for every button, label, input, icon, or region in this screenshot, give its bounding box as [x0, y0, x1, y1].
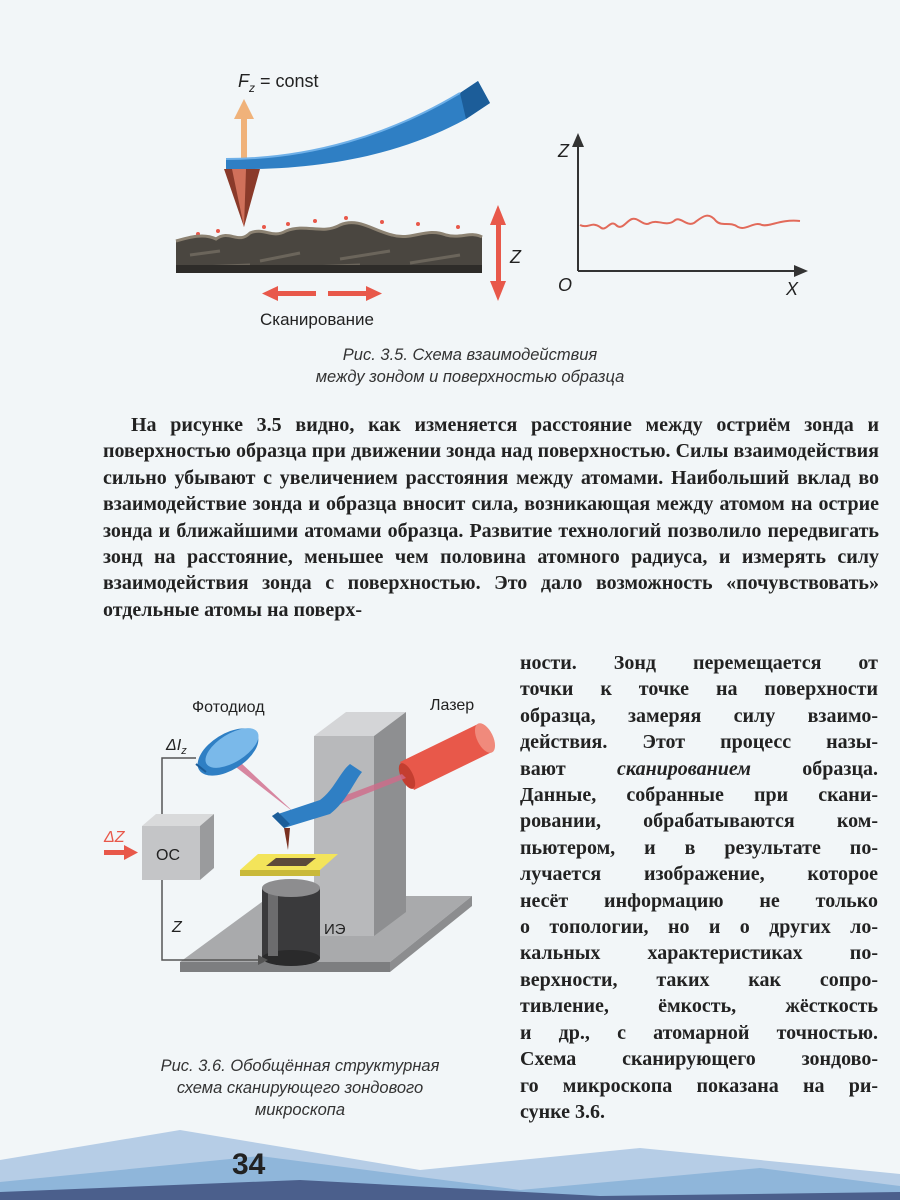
text-line [520, 756, 878, 782]
text-line: действия. Этот процесс назы- [520, 731, 878, 754]
delta-i-label: $\Delta I_z$ [166, 737, 187, 757]
laser-label: Лазер [430, 697, 475, 714]
emphasis-term: сканированием [617, 757, 751, 780]
scanning-label: Сканирование [260, 310, 374, 329]
delta-z-label: ΔZ [104, 829, 125, 846]
photodiode [190, 719, 267, 786]
page-footer [0, 1130, 900, 1200]
column [314, 712, 406, 936]
text-line: образца, замеряя силу взаимо- [520, 704, 878, 727]
text-fragment: образца. [750, 757, 878, 780]
delta-z-arrow [104, 845, 138, 860]
caption-line: Рис. 3.5. Схема взаимодействия [342, 346, 598, 364]
figure-3-5 [160, 55, 820, 355]
text-line: и др., с атомарной точностью. [520, 1021, 878, 1044]
z-label: Z [510, 247, 521, 267]
scanning-arrows [262, 286, 382, 301]
profile-line [580, 216, 800, 229]
caption-line: схема сканирующего зондового [176, 1079, 424, 1097]
figure-3-6 [100, 690, 510, 990]
text-line: верхности, таких как сопро- [520, 968, 878, 991]
force-label: $F_z$ = const [238, 71, 319, 95]
page-number: 34 [232, 1148, 266, 1181]
text-line: Данные, собранные при скани- [520, 784, 878, 807]
profile-graph [572, 133, 808, 277]
text-line: го микроскопа показана на ри- [520, 1074, 878, 1097]
text-line: о топологии, но и о других ло- [520, 916, 878, 939]
text-line: тивление, ёмкость, жёсткость [520, 995, 878, 1018]
figure-3-5-caption [250, 344, 690, 388]
text-fragment: вают [520, 757, 618, 780]
z-arrow [490, 205, 506, 301]
text-line: Схема сканирующего зондово- [520, 1048, 878, 1071]
sample-surface [176, 223, 482, 273]
os-label: ОС [156, 847, 180, 864]
probe-tip [224, 169, 260, 227]
ie-label: ИЭ [324, 921, 346, 938]
column-paragraph [520, 650, 878, 1125]
text-line: пьютером, и в результате по- [520, 836, 878, 859]
figure-3-6-caption [110, 1055, 490, 1121]
reflected-beam [232, 762, 300, 818]
text-line: лучается изображение, которое [520, 863, 878, 886]
force-arrow [234, 99, 254, 165]
graph-y-label: Z [558, 141, 569, 161]
graph-x-label: X [786, 279, 799, 299]
text-line: сунке 3.6. [520, 1100, 606, 1123]
caption-line: Рис. 3.6. Обобщённая структурная [160, 1057, 440, 1075]
text-line: точки к точке на поверхности [520, 678, 878, 701]
text-line: ровании, обрабатываются ком- [520, 810, 878, 833]
text-line: несёт информацию не только [520, 889, 878, 912]
z-signal-label: Z [172, 919, 182, 936]
caption-line: между зондом и поверхностью образца [315, 368, 625, 386]
text-line: кальных характеристиках по- [520, 942, 878, 965]
main-paragraph [103, 412, 879, 623]
actuator-cylinder [262, 879, 320, 966]
laser [395, 720, 499, 791]
photodiode-label: Фотодиод [192, 699, 265, 716]
graph-origin-label: O [558, 275, 573, 295]
text-line: ности. Зонд перемещается от [520, 652, 878, 674]
cantilever [226, 81, 490, 169]
caption-line: микроскопа [254, 1101, 346, 1119]
paragraph-text: На рисунке 3.5 видно, как изменяется расстояние между остриём зонда и поверхностью образца при движении зонда над поверхностью. Силы взаимодействия сильно убывают с увеличением расстояния между атомами. Наибольший вклад во взаимодействие зонда и образца вносит сила, возникающая между атомом на острие зонда и ближайшими атомами образца. Развитие технологий позволило передвигать зонд на расстояние, меньшее чем половина атомного радиуса, и измерять силу взаимодействия зонда с поверхностью. Это дало возможность «почувствовать» отдельные атомы на поверх- [103, 414, 879, 621]
